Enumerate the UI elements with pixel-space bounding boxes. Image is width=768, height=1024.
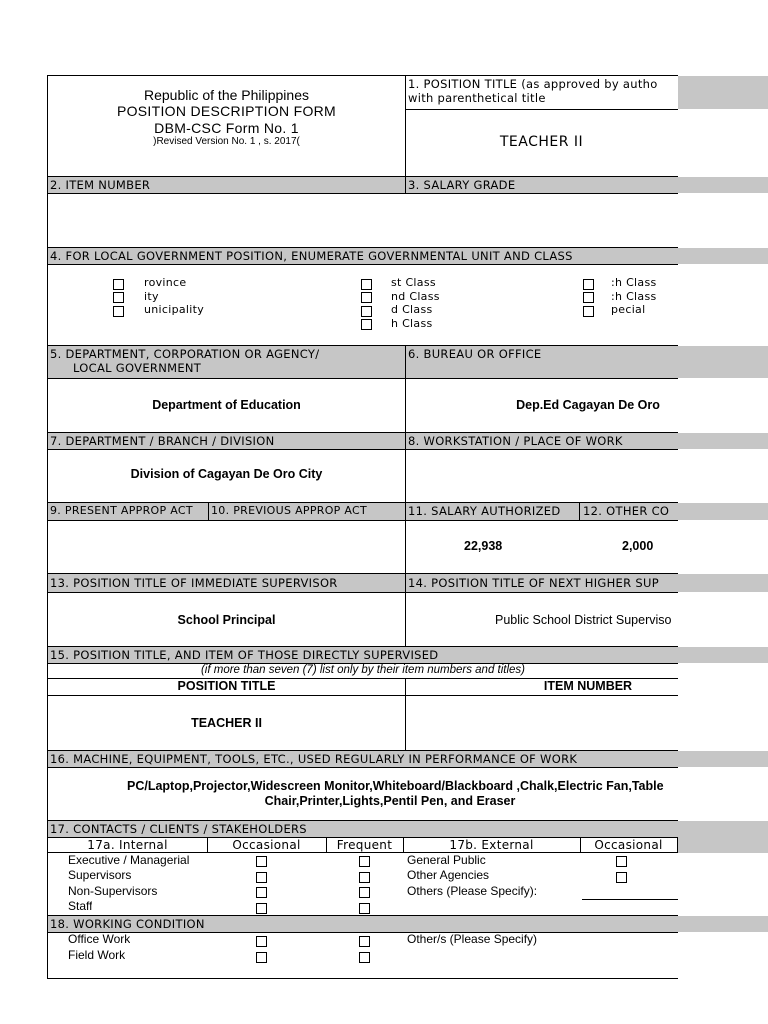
non-supervisors-occasional-checkbox[interactable]	[256, 887, 267, 898]
contacts-label: 17. CONTACTS / CLIENTS / STAKEHOLDERS	[50, 822, 307, 836]
rule	[48, 820, 678, 821]
field-work-label: Field Work	[68, 948, 126, 962]
sixth-class-checkbox[interactable]	[583, 292, 594, 303]
rule	[208, 502, 209, 520]
right-band	[678, 248, 768, 264]
field-work-occasional-checkbox[interactable]	[256, 952, 267, 963]
right-band	[678, 76, 768, 109]
office-work-frequent-checkbox[interactable]	[359, 936, 370, 947]
frame-top	[48, 75, 678, 76]
rule	[405, 573, 406, 646]
rule	[48, 695, 678, 696]
working-condition-label: 18. WORKING CONDITION	[50, 917, 205, 931]
province-checkbox[interactable]	[113, 279, 124, 290]
position-title-label: 1. POSITION TITLE (as approved by autho	[408, 77, 658, 91]
staff-occasional-checkbox[interactable]	[256, 903, 267, 914]
rule	[405, 345, 406, 573]
right-band	[678, 821, 768, 853]
right-band	[678, 916, 768, 932]
position-title-label-sub: with parenthetical title	[408, 91, 546, 105]
other-compensation-value[interactable]: 2,000	[622, 539, 654, 553]
right-band	[678, 346, 768, 378]
fourth-class-checkbox[interactable]	[361, 319, 372, 330]
non-supervisors-frequent-checkbox[interactable]	[359, 887, 370, 898]
right-band	[678, 503, 768, 520]
form-revision: )Revised Version No. 1 , s. 2017(	[153, 136, 300, 147]
rule	[48, 646, 678, 647]
position-title-column-header: POSITION TITLE	[177, 679, 276, 693]
rule	[48, 932, 678, 933]
item-number-label: 2. ITEM NUMBER	[50, 178, 151, 192]
supervised-note: (if more than seven (7) list only by their item numbers and titles)	[200, 664, 526, 676]
municipality-checkbox[interactable]	[113, 306, 124, 317]
equipment-value-line2[interactable]: Chair,Printer,Lights,Pentil Pen, and Eraser	[264, 794, 516, 808]
department-label-sub: LOCAL GOVERNMENT	[73, 361, 202, 375]
others-specify-line	[582, 899, 678, 900]
first-class-checkbox[interactable]	[361, 279, 372, 290]
non-supervisors-label: Non-Supervisors	[68, 884, 158, 898]
equipment-label: 16. MACHINE, EQUIPMENT, TOOLS, ETC., USED REGULARLY IN PERFORMANCE OF WORK	[50, 752, 578, 766]
others-please-specify-label: Other/s (Please Specify)	[407, 932, 538, 946]
first-class-label: st Class	[391, 276, 436, 289]
salary-authorized-value[interactable]: 22,938	[464, 539, 503, 553]
rule	[48, 449, 678, 450]
executive-managerial-label: Executive / Managerial	[68, 853, 190, 867]
rule	[48, 432, 678, 433]
third-class-label: d Class	[391, 303, 433, 316]
previous-approp-label: 10. PREVIOUS APPROP ACT	[211, 504, 368, 517]
fifth-class-label: :h Class	[611, 276, 657, 289]
executive-occasional-checkbox[interactable]	[256, 856, 267, 867]
bureau-value[interactable]: Dep.Ed Cagayan De Oro	[516, 398, 660, 412]
division-value[interactable]: Division of Cagayan De Oro City	[130, 467, 323, 481]
supervisors-label: Supervisors	[68, 868, 132, 882]
rule	[48, 520, 678, 521]
right-band	[678, 574, 768, 592]
right-band	[678, 433, 768, 449]
position-title-value[interactable]: TEACHER II	[499, 134, 584, 150]
immediate-supervisor-label: 13. POSITION TITLE OF IMMEDIATE SUPERVISOR	[50, 576, 338, 590]
rule	[48, 247, 678, 248]
salary-authorized-label: 11. SALARY AUTHORIZED	[408, 504, 561, 518]
rule	[48, 767, 678, 768]
rule	[48, 193, 678, 194]
rule	[48, 345, 678, 346]
rule	[48, 750, 678, 751]
right-band	[678, 751, 768, 767]
executive-frequent-checkbox[interactable]	[359, 856, 370, 867]
supervisors-frequent-checkbox[interactable]	[359, 872, 370, 883]
republic-title: Republic of the Philippines	[144, 87, 309, 103]
fifth-class-checkbox[interactable]	[583, 279, 594, 290]
special-checkbox[interactable]	[583, 306, 594, 317]
next-higher-supervisor-label: 14. POSITION TITLE OF NEXT HIGHER SUP	[408, 576, 659, 590]
second-class-checkbox[interactable]	[361, 292, 372, 303]
form-title: POSITION DESCRIPTION FORM	[116, 103, 337, 119]
other-agencies-checkbox[interactable]	[616, 872, 627, 883]
fourth-class-label: h Class	[391, 317, 433, 330]
second-class-label: nd Class	[391, 290, 440, 303]
external-column-header: 17b. External	[449, 838, 534, 852]
rule	[48, 502, 678, 503]
province-label: rovince	[144, 276, 187, 289]
sixth-class-label: :h Class	[611, 290, 657, 303]
equipment-value-line1[interactable]: PC/Laptop,Projector,Widescreen Monitor,Whiteboard/Blackboard ,Chalk,Electric Fan,Table	[127, 779, 664, 793]
third-class-checkbox[interactable]	[361, 306, 372, 317]
special-label: pecial	[611, 303, 646, 316]
supervisors-occasional-checkbox[interactable]	[256, 872, 267, 883]
item-number-column-header: ITEM NUMBER	[543, 679, 633, 693]
rule	[48, 176, 678, 177]
rule	[48, 573, 678, 574]
city-checkbox[interactable]	[113, 292, 124, 303]
salary-grade-label: 3. SALARY GRADE	[408, 178, 516, 192]
rule	[48, 915, 678, 916]
department-label: 5. DEPARTMENT, CORPORATION OR AGENCY/	[50, 347, 320, 361]
department-value[interactable]: Department of Education	[152, 398, 301, 412]
supervised-label: 15. POSITION TITLE, AND ITEM OF THOSE DIRECTLY SUPERVISED	[50, 648, 439, 662]
municipality-label: unicipality	[144, 303, 205, 316]
general-public-label: General Public	[407, 853, 486, 867]
field-work-frequent-checkbox[interactable]	[359, 952, 370, 963]
rule	[48, 378, 678, 379]
other-agencies-label: Other Agencies	[407, 868, 490, 882]
occasional-external-column-header: Occasional	[594, 838, 663, 852]
internal-column-header: 17a. Internal	[87, 838, 168, 852]
rule	[48, 592, 678, 593]
immediate-supervisor-value[interactable]: School Principal	[177, 613, 276, 627]
staff-label: Staff	[68, 899, 93, 913]
next-higher-supervisor-value[interactable]: Public School District Superviso	[495, 613, 672, 627]
form-number: DBM-CSC Form No. 1	[154, 120, 299, 136]
general-public-checkbox[interactable]	[616, 856, 627, 867]
rule	[405, 109, 678, 110]
office-work-label: Office Work	[68, 932, 131, 946]
frame-bottom	[48, 978, 678, 979]
frequent-column-header: Frequent	[336, 838, 393, 852]
city-label: ity	[144, 290, 159, 303]
right-band	[678, 177, 768, 193]
supervised-position-value[interactable]: TEACHER II	[191, 716, 262, 730]
other-compensation-label: 12. OTHER CO	[583, 504, 670, 518]
rule	[579, 502, 580, 520]
local-gov-label: 4. FOR LOCAL GOVERNMENT POSITION, ENUMERATE GOVERNMENTAL UNIT AND CLASS	[50, 249, 573, 263]
rule	[677, 837, 678, 852]
rule	[405, 678, 406, 750]
others-specify-label: Others (Please Specify):	[407, 884, 538, 898]
staff-frequent-checkbox[interactable]	[359, 903, 370, 914]
right-band	[678, 647, 768, 663]
workstation-label: 8. WORKSTATION / PLACE OF WORK	[408, 434, 623, 448]
division-label: 7. DEPARTMENT / BRANCH / DIVISION	[50, 434, 275, 448]
rule	[48, 264, 678, 265]
office-work-occasional-checkbox[interactable]	[256, 936, 267, 947]
occasional-column-header: Occasional	[232, 838, 301, 852]
bureau-label: 6. BUREAU OR OFFICE	[408, 347, 542, 361]
present-approp-label: 9. PRESENT APPROP ACT	[50, 504, 193, 517]
